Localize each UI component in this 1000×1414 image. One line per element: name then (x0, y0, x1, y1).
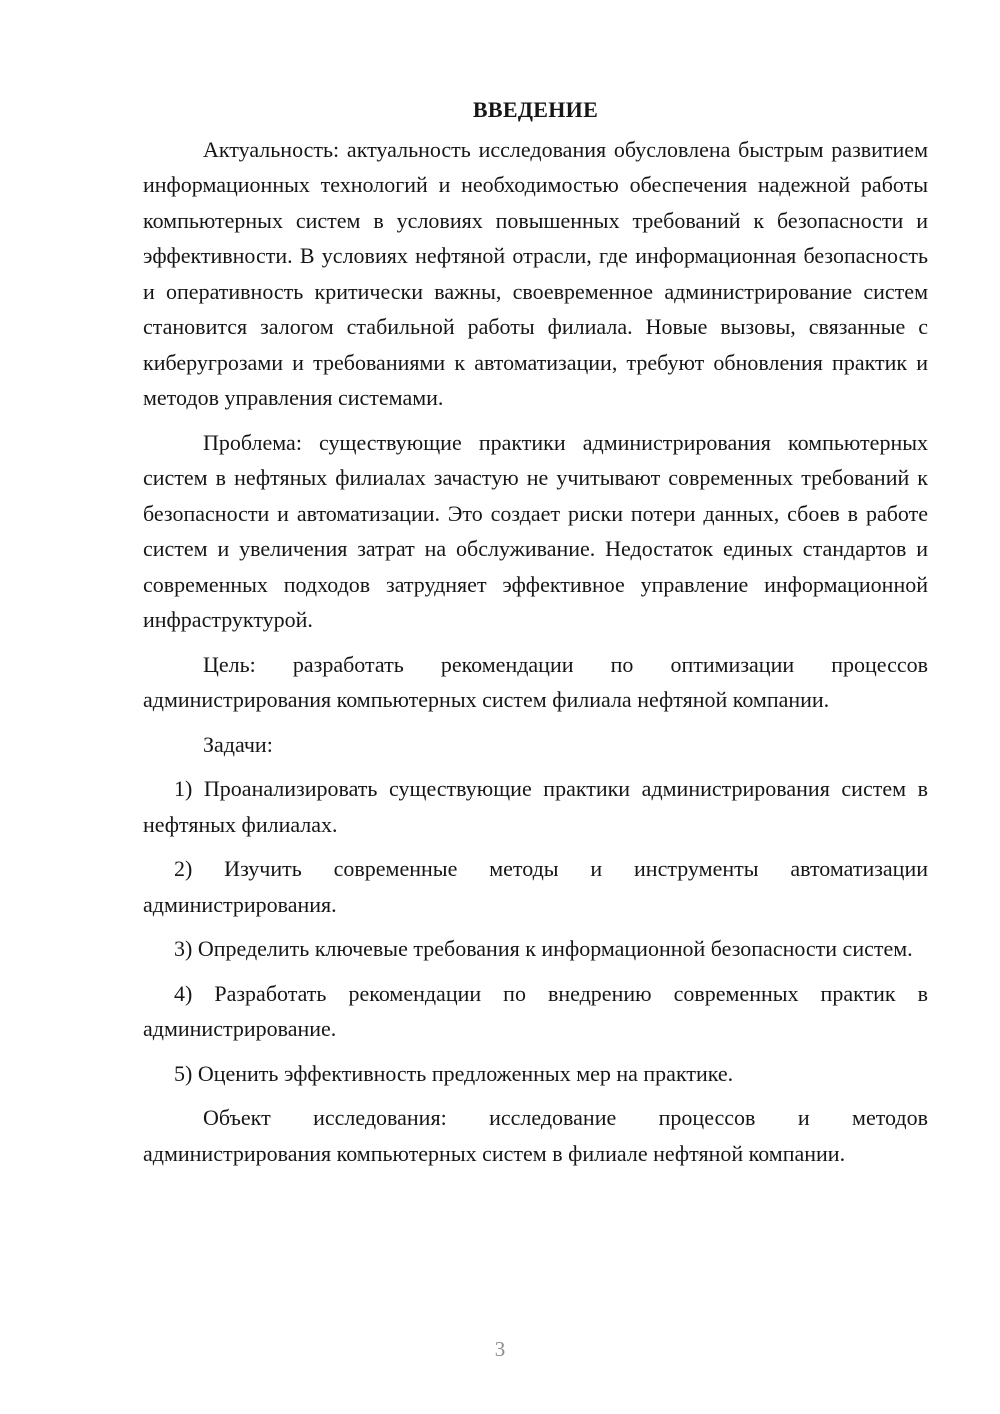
task-item-1: 1) Проанализировать существующие практики администрирования систем в нефтяных филиалах. (143, 776, 928, 837)
problem-paragraph: Проблема: существующие практики администрирования компьютерных систем в нефтяных филиалах зачастую не учитывают современных требований к безопасности и автоматизации. Это создает риски потери данных, сбоев в работе систем и увеличения затрат на обслуживание. Недостаток единых стандартов и современных подходов затрудняет эффективное управление информационной инфраструктурой. (143, 429, 928, 632)
page-number: 3 (494, 1337, 506, 1361)
object-paragraph: Объект исследования: исследование процессов и методов администрирования компьютерных систем в филиале нефтяной компании. (143, 1105, 928, 1166)
task-item-3: 3) Определить ключевые требования к информационной безопасности систем. (174, 936, 913, 961)
task-item-5: 5) Оценить эффективность предложенных мер на практике. (174, 1060, 734, 1086)
task-item-2: 2) Изучить современные методы и инструменты автоматизации администрирования. (143, 856, 928, 917)
tasks-heading: Задачи: (203, 731, 273, 757)
relevance-paragraph: Актуальность: актуальность исследования обусловлена быстрым развитием информационных технологий и необходимостью обеспечения надежной работы компьютерных систем в условиях повышенных требований к безопасности и эффективности. В условиях нефтяной отрасли, где информационная безопасность и оперативность критически важны, своевременное администрирование систем становится залогом стабильной работы филиала. Новые вызовы, связанные с киберугрозами и требованиями к автоматизации, требуют обновления практик и методов управления системами. (143, 136, 928, 410)
section-title: ВВЕДЕНИЕ (472, 97, 599, 122)
goal-paragraph: Цель: разработать рекомендации по оптимизации процессов администрирования компьютерных систем филиала нефтяной компании. (143, 651, 928, 712)
task-item-4: 4) Разработать рекомендации по внедрению современных практик в администрирование. (143, 980, 928, 1041)
